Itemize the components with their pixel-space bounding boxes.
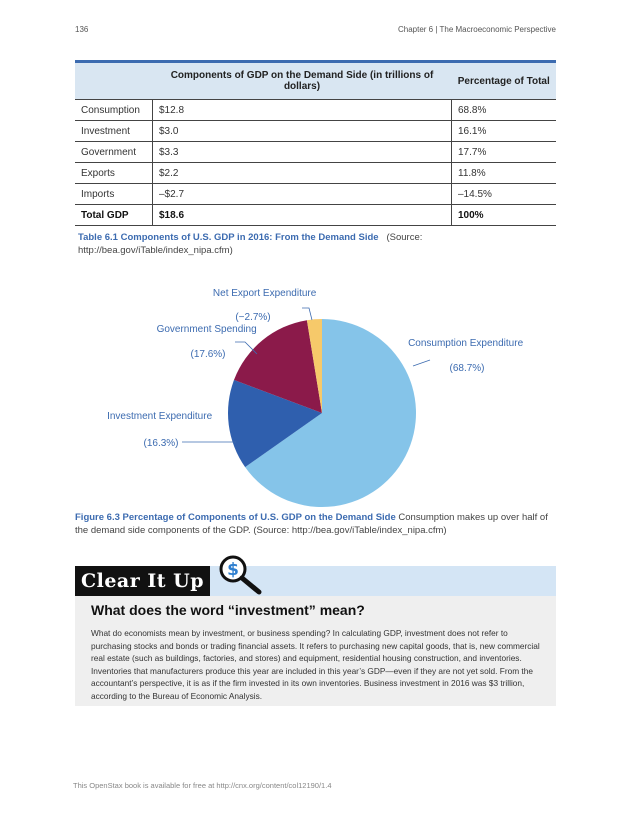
table-cell: Imports: [75, 184, 153, 205]
table-caption: [78, 231, 556, 257]
table-header-cell: [75, 62, 153, 100]
table-cell: Investment: [75, 121, 153, 142]
leader-line-net-export: [302, 308, 312, 320]
table-cell: –$2.7: [153, 184, 452, 205]
page-footer: This OpenStax book is available for free at http://cnx.org/content/col12190/1.4: [73, 781, 332, 790]
table-header-row: [75, 62, 556, 100]
table-cell: 68.8%: [452, 100, 557, 121]
table-header-cell: Components of GDP on the Demand Side (in trillions of dollars): [153, 62, 452, 100]
table-cell: Total GDP: [75, 205, 153, 226]
figure-caption-text: Consumption makes up over half of the demand side components of the GDP. (Source: http://bea.gov/iTable/index_nipa.cfm): [75, 512, 548, 536]
svg-text:$: $: [227, 560, 239, 580]
clear-it-up-body: What do economists mean by investment, or business spending? In calculating GDP, investment does not refer to purchasing stocks and bonds or trading financial assets. It refers to purchasing new capital goods, that is, new commercial real estate (such as buildings, factories, and stores) and equipment, residential housing construction, and inventories. Inventories that manufacturers produce this year are included in this year’s GDP—even if they are not yet sold. From the accountant’s perspective, it is as if the firm invested in its own inventories. Business investment in 2016 was $3 trillion, according to the Bureau of Economic Analysis.: [91, 628, 540, 701]
table-row: [75, 100, 556, 121]
slice-label-consumption: [408, 338, 526, 374]
slice-value-government: (17.6%): [190, 349, 226, 360]
table-row: [75, 142, 556, 163]
table-caption-text: (Source: http://bea.gov/iTable/index_nipa.cfm): [78, 232, 423, 256]
magnifier-dollar-icon: [218, 554, 264, 596]
gdp-pie-chart: [0, 270, 630, 510]
slice-label-consumption-text: Consumption Expenditure: [408, 338, 524, 349]
table-cell: $3.0: [153, 121, 452, 142]
slice-label-investment-text: Investment Expenditure: [107, 411, 213, 422]
table-cell: 17.7%: [452, 142, 557, 163]
table-total-row: [75, 205, 556, 226]
figure-caption: [75, 511, 559, 537]
table-cell: –14.5%: [452, 184, 557, 205]
pie-slices: [228, 319, 416, 507]
figure-caption-label: Figure 6.3 Percentage of Components of U.S. GDP on the Demand Side: [75, 512, 396, 523]
table-cell: Exports: [75, 163, 153, 184]
table-header-cell: Percentage of Total: [452, 62, 557, 100]
slice-value-consumption: (68.7%): [449, 363, 485, 374]
table-row: [75, 184, 556, 205]
leader-line-consumption: [413, 360, 430, 366]
table-caption-label: Table 6.1 Components of U.S. GDP in 2016: From the Demand Side: [78, 232, 379, 243]
table-cell: $2.2: [153, 163, 452, 184]
slice-value-net-export: (−2.7%): [235, 312, 271, 323]
table-cell: 11.8%: [452, 163, 557, 184]
page-number: 136: [75, 25, 89, 34]
slice-label-investment: [107, 411, 215, 449]
slice-label-net-export: [213, 288, 319, 323]
clear-it-up-logo: Clear It Up: [75, 566, 210, 596]
gdp-components-table: [75, 60, 556, 226]
table-row: [75, 163, 556, 184]
table-cell: $12.8: [153, 100, 452, 121]
table-cell: Government: [75, 142, 153, 163]
slice-value-investment: (16.3%): [143, 438, 179, 449]
slice-label-government-text: Government Spending: [156, 324, 257, 335]
table-cell: 100%: [452, 205, 557, 226]
table-cell: 16.1%: [452, 121, 557, 142]
slice-label-net-export-text: Net Export Expenditure: [212, 288, 317, 299]
table-cell: $3.3: [153, 142, 452, 163]
table-row: [75, 121, 556, 142]
table-cell: $18.6: [153, 205, 452, 226]
table-cell: Consumption: [75, 100, 153, 121]
clear-it-up-title: What does the word “investment” mean?: [91, 602, 365, 618]
chapter-title: Chapter 6 | The Macroeconomic Perspective: [397, 25, 556, 34]
